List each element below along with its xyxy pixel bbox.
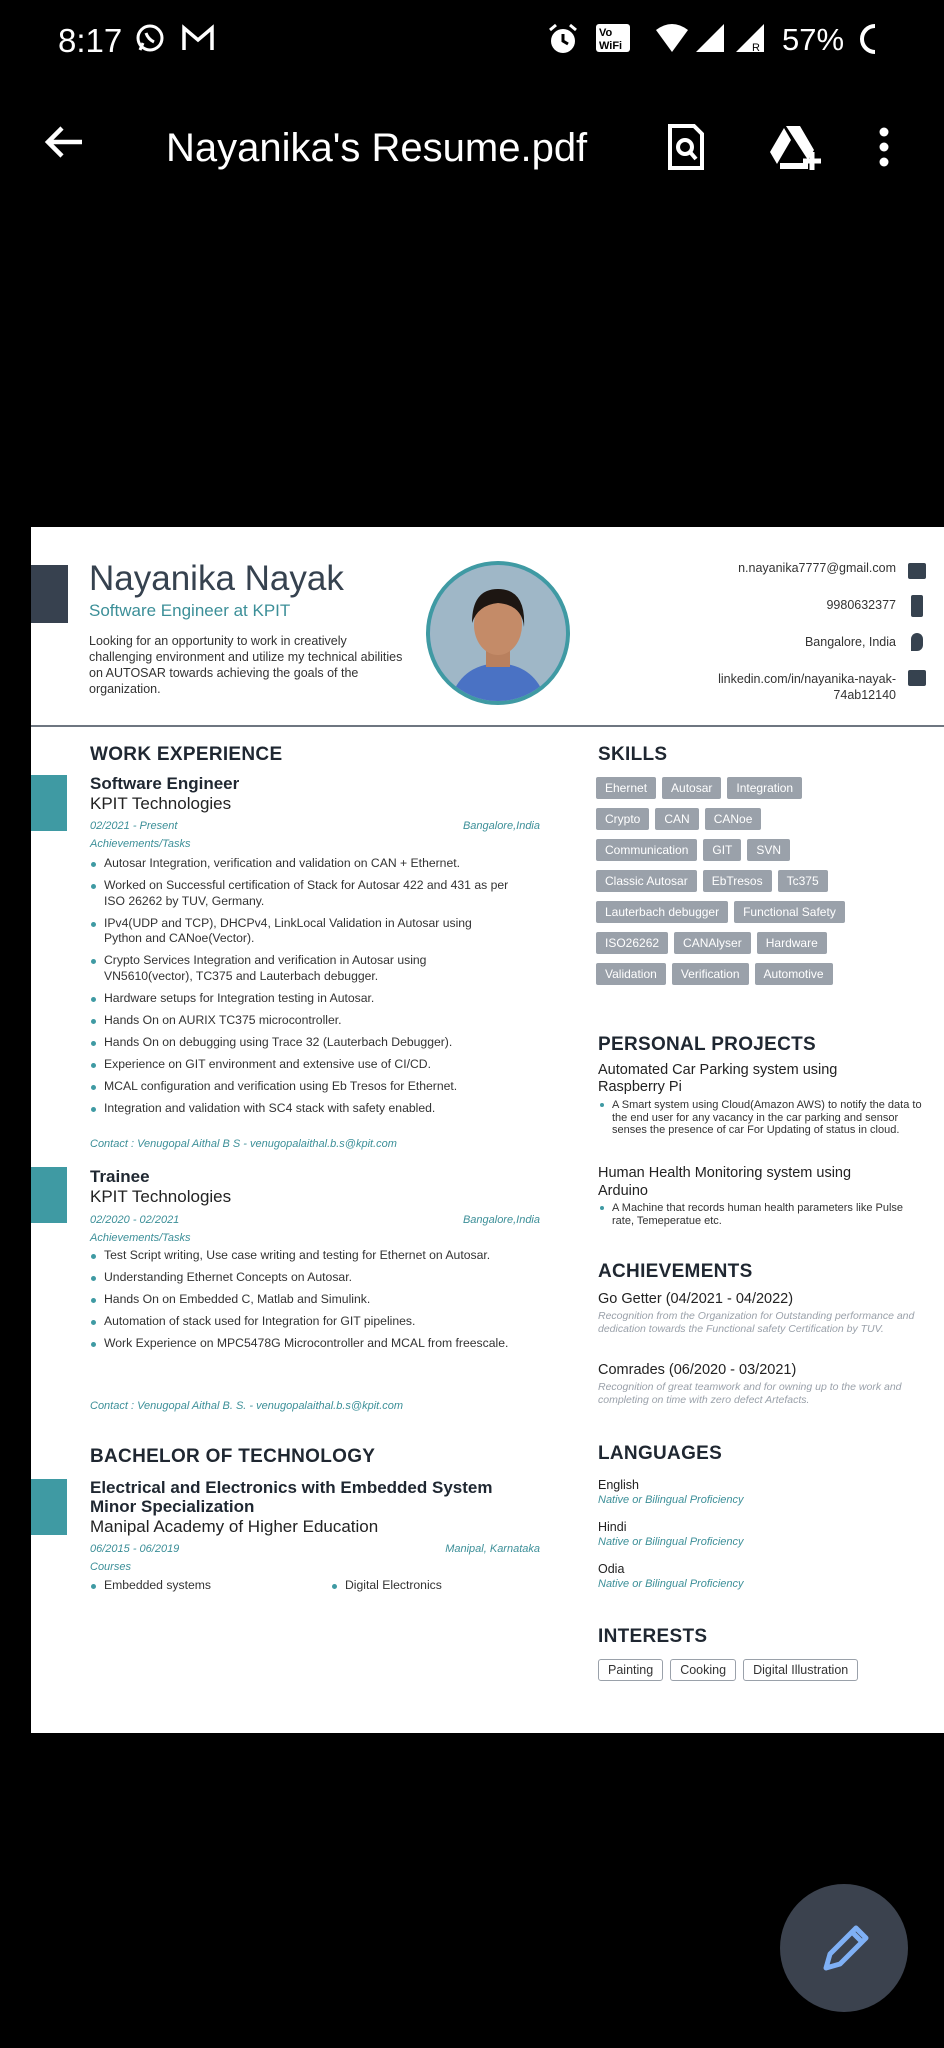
project-title-line-2: Arduino xyxy=(598,1183,648,1199)
job-bullet: Automation of stack used for Integration for GIT pipelines. xyxy=(90,1314,510,1330)
skill-tag: Lauterbach debugger xyxy=(596,901,728,923)
job-bullets xyxy=(90,1248,510,1358)
course-list xyxy=(331,1578,531,1600)
contact-phone: 9980632377 xyxy=(826,598,896,612)
job-bullet: Work Experience on MPC5478G Microcontroller and MCAL from freescale. xyxy=(90,1336,510,1352)
back-arrow-icon[interactable] xyxy=(42,120,86,175)
status-time: 8:17 xyxy=(58,22,123,59)
education-location: Manipal, Karnataka xyxy=(445,1543,540,1555)
skill-tag: CANAlyser xyxy=(674,932,751,954)
language-name: Odia xyxy=(598,1562,625,1576)
job-dates: 02/2020 - 02/2021 xyxy=(90,1214,180,1226)
skill-tag: ISO26262 xyxy=(596,932,668,954)
job-bullets xyxy=(90,856,510,1123)
project-description xyxy=(598,1099,928,1137)
interest-tag: Cooking xyxy=(670,1659,736,1681)
more-options-icon[interactable] xyxy=(876,122,892,177)
achievement-description: Recognition of great teamwork and for owning up to the work and completing on time with zero defect Artefacts. xyxy=(598,1381,902,1406)
header-divider xyxy=(31,725,944,727)
job-accent-bar xyxy=(31,775,67,831)
job-bullet: Hands On on Embedded C, Matlab and Simulink. xyxy=(90,1292,510,1308)
job-bullet: IPv4(UDP and TCP), DHCPv4, LinkLocal Validation in Autosar using Python and CANoe(Vector). xyxy=(90,916,510,947)
contact-linkedin-line-1: linkedin.com/in/nayanika-nayak- xyxy=(718,672,896,686)
contact-location: Bangalore, India xyxy=(804,635,896,649)
skills-tags xyxy=(596,777,936,994)
languages-heading: LANGUAGES xyxy=(598,1443,723,1464)
project-title-line-1: Automated Car Parking system using xyxy=(598,1062,838,1078)
pencil-icon xyxy=(780,1884,908,2012)
resume-subtitle: Software Engineer at KPIT xyxy=(89,601,291,620)
job-accent-bar xyxy=(31,1167,67,1223)
job-bullet: Hands On on AURIX TC375 microcontroller. xyxy=(90,1013,510,1029)
job-company: KPIT Technologies xyxy=(90,1187,232,1206)
job-title: Trainee xyxy=(90,1167,150,1186)
vowifi-icon xyxy=(595,22,631,61)
skill-tag: Validation xyxy=(596,963,666,985)
svg-text:R: R xyxy=(752,42,760,54)
signal-icon xyxy=(694,22,726,61)
skills-heading: SKILLS xyxy=(598,744,668,765)
wifi-icon xyxy=(654,22,690,61)
job-reference-contact: Contact : Venugopal Aithal B S - venugopalaithal.b.s@kpit.com xyxy=(90,1138,397,1150)
skill-tag: EbTresos xyxy=(703,870,772,892)
skill-tag: Verification xyxy=(672,963,749,985)
skill-tag: Ehernet xyxy=(596,777,656,799)
find-in-document-icon[interactable] xyxy=(664,122,708,177)
skill-tag: Functional Safety xyxy=(734,901,845,923)
skill-tag: Communication xyxy=(596,839,697,861)
resume-name: Nayanika Nayak xyxy=(89,559,344,598)
svg-text:Vo: Vo xyxy=(599,27,613,39)
job-bullet: Autosar Integration, verification and validation on CAN + Ethernet. xyxy=(90,856,510,872)
interest-tag: Painting xyxy=(598,1659,663,1681)
skill-tag: Classic Autosar xyxy=(596,870,697,892)
document-title: Nayanika's Resume.pdf xyxy=(166,126,588,170)
tasks-label: Achievements/Tasks xyxy=(90,838,191,850)
language-level: Native or Bilingual Proficiency xyxy=(598,1494,744,1506)
project-title-line-2: Raspberry Pi xyxy=(598,1079,682,1095)
job-bullet: Experience on GIT environment and extensive use of CI/CD. xyxy=(90,1057,510,1073)
linkedin-icon xyxy=(908,670,926,686)
phone-icon xyxy=(911,595,923,617)
job-company: KPIT Technologies xyxy=(90,794,232,813)
degree-line-1: Electrical and Electronics with Embedded System xyxy=(90,1478,493,1497)
education-accent-bar xyxy=(31,1479,67,1535)
school-name: Manipal Academy of Higher Education xyxy=(90,1517,379,1536)
skill-tag: CAN xyxy=(655,808,698,830)
skill-tag: CANoe xyxy=(705,808,762,830)
projects-heading: PERSONAL PROJECTS xyxy=(598,1034,817,1055)
project-title-line-1: Human Health Monitoring system using xyxy=(598,1165,852,1181)
job-bullet: Hands On on debugging using Trace 32 (Lauterbach Debugger). xyxy=(90,1035,510,1051)
interests-heading: INTERESTS xyxy=(598,1626,708,1647)
whatsapp-icon xyxy=(134,22,166,61)
status-bar xyxy=(0,0,944,86)
resume-summary: Looking for an opportunity to work in creatively challenging environment and utilize my technical abilities on AUTOSAR towards achieving the goals of the organization. xyxy=(89,634,403,696)
email-icon xyxy=(908,563,926,579)
degree-line-2: Minor Specialization xyxy=(90,1497,255,1516)
contact-email: n.nayanika7777@gmail.com xyxy=(738,561,896,575)
skill-tag: Automotive xyxy=(755,963,833,985)
education-dates-row xyxy=(90,1543,540,1555)
skill-tag: Autosar xyxy=(662,777,721,799)
job-reference-contact: Contact : Venugopal Aithal B. S. - venugopalaithal.b.s@kpit.com xyxy=(90,1400,404,1412)
skill-tag: SVN xyxy=(747,839,790,861)
job-dates: 02/2021 - Present xyxy=(90,820,178,832)
job-bullet: Test Script writing, Use case writing and testing for Ethernet on Autosar. xyxy=(90,1248,510,1264)
job-dates-row xyxy=(90,1214,540,1226)
education-heading: BACHELOR OF TECHNOLOGY xyxy=(90,1446,376,1467)
add-to-drive-icon[interactable] xyxy=(768,122,824,177)
app-bar xyxy=(0,100,944,200)
work-experience-heading: WORK EXPERIENCE xyxy=(90,744,283,765)
achievement-description: Recognition from the Organization for Outstanding performance and dedication towards the Functional safety Certification by TUV. xyxy=(598,1310,915,1335)
project-description-item: A Smart system using Cloud(Amazon AWS) to notify the data to the end user for any vacancy in the car parking and sensor senses the presence of car For Updating of status in cloud. xyxy=(598,1099,928,1137)
achievements-heading: ACHIEVEMENTS xyxy=(598,1261,753,1282)
job-title: Software Engineer xyxy=(90,774,240,793)
project-description xyxy=(598,1202,928,1227)
job-location: Bangalore,India xyxy=(462,1214,540,1226)
battery-icon xyxy=(858,22,892,63)
skill-tag: Crypto xyxy=(596,808,649,830)
language-level: Native or Bilingual Proficiency xyxy=(598,1578,744,1590)
gmail-icon xyxy=(180,22,216,61)
svg-text:WiFi: WiFi xyxy=(599,40,623,52)
course-list xyxy=(90,1578,290,1600)
header-accent-block xyxy=(31,565,68,623)
language-name: English xyxy=(598,1478,639,1492)
job-bullet: MCAL configuration and verification using Eb Tresos for Ethernet. xyxy=(90,1079,510,1095)
courses-label: Courses xyxy=(90,1561,131,1573)
language-level: Native or Bilingual Proficiency xyxy=(598,1536,744,1548)
skill-tag: Integration xyxy=(727,777,802,799)
interests-tags xyxy=(598,1659,865,1681)
course-item: Digital Electronics xyxy=(331,1578,531,1594)
skill-tag: GIT xyxy=(703,839,741,861)
job-bullet: Hardware setups for Integration testing in Autosar. xyxy=(90,991,510,1007)
signal-roaming-icon xyxy=(734,22,770,61)
tasks-label: Achievements/Tasks xyxy=(90,1232,191,1244)
job-bullet: Understanding Ethernet Concepts on Autosar. xyxy=(90,1270,510,1286)
job-bullet: Integration and validation with SC4 stack with safety enabled. xyxy=(90,1101,510,1117)
profile-photo xyxy=(426,561,570,705)
edit-fab-button[interactable] xyxy=(780,1884,908,2012)
education-dates: 06/2015 - 06/2019 xyxy=(90,1543,180,1555)
pdf-page[interactable] xyxy=(31,527,944,1733)
battery-percentage: 57% xyxy=(782,22,845,57)
alarm-icon xyxy=(546,22,580,63)
job-location: Bangalore,India xyxy=(462,820,540,832)
contact-linkedin-line-2: 74ab12140 xyxy=(833,688,896,702)
achievement-title: Comrades (06/2020 - 03/2021) xyxy=(598,1362,797,1378)
interest-tag: Digital Illustration xyxy=(743,1659,858,1681)
achievement-title: Go Getter (04/2021 - 04/2022) xyxy=(598,1291,794,1307)
job-dates-row xyxy=(90,820,540,832)
skill-tag: Hardware xyxy=(757,932,827,954)
location-pin-icon xyxy=(911,633,923,651)
project-description-item: A Machine that records human health parameters like Pulse rate, Temeperatue etc. xyxy=(598,1202,928,1227)
language-name: Hindi xyxy=(598,1520,627,1534)
job-bullet: Worked on Successful certification of Stack for Autosar 422 and 431 as per ISO 26262 by TUV, Germany. xyxy=(90,878,510,909)
job-bullet: Crypto Services Integration and verification in Autosar using VN5610(vector), TC375 and Lauterbach debugger. xyxy=(90,953,510,984)
course-item: Embedded systems xyxy=(90,1578,290,1594)
skill-tag: Tc375 xyxy=(778,870,828,892)
